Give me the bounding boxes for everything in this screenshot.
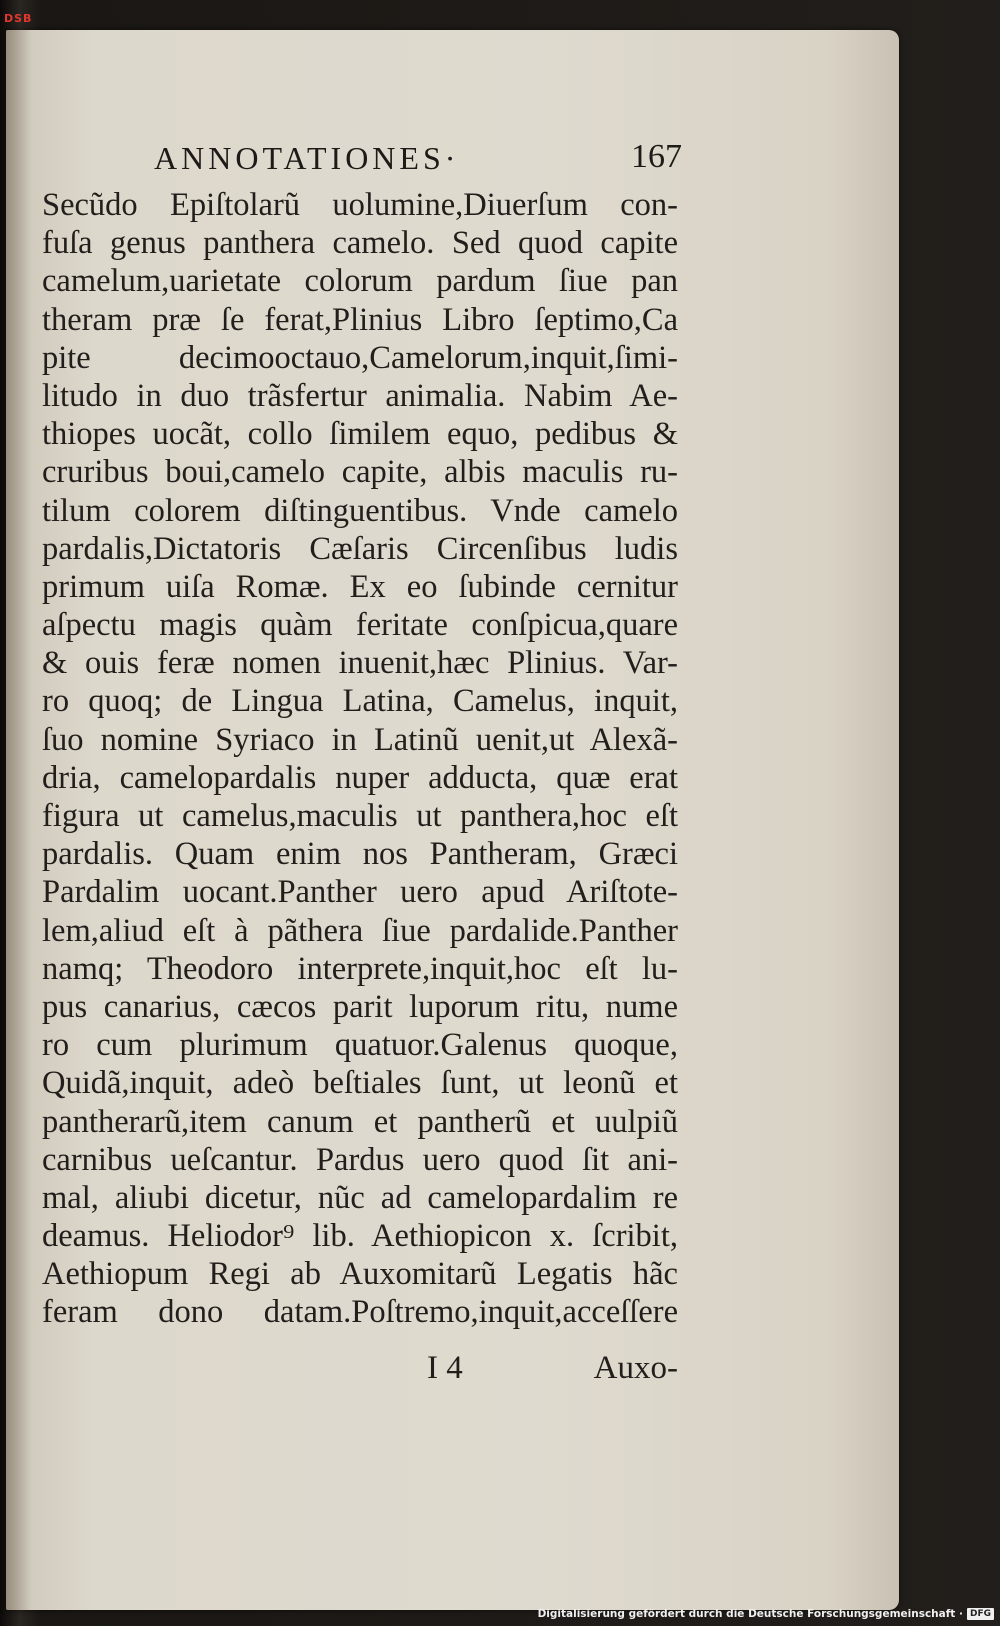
running-head <box>42 132 682 180</box>
text-line: cruribus boui,camelo capite, albis maculis ru- <box>42 454 678 491</box>
library-logo: DSB <box>4 12 33 25</box>
text-line: carnibus ueſcantur. Pardus uero quod ſit ani- <box>42 1141 678 1178</box>
text-line: namq; Theodoro interprete,inquit,hoc eſt lu- <box>42 950 678 987</box>
running-title: ANNOTATIONES· <box>154 140 460 176</box>
page-number: 167 <box>631 138 682 175</box>
text-line: fuſa genus panthera camelo. Sed quod capite <box>42 225 678 262</box>
footer-credit <box>538 1606 994 1622</box>
text-line: deamus. Heliodor⁹ lib. Aethiopicon x. ſcribit, <box>42 1218 678 1255</box>
text-line: Secũdo Epiſtolarũ uolumine,Diuerſum con- <box>42 187 678 223</box>
book-page <box>6 30 899 1610</box>
body-text <box>42 186 678 1332</box>
text-line: mal, aliubi dicetur, nũc ad camelopardalim re <box>42 1179 678 1216</box>
text-line: ro quoq; de Lingua Latina, Camelus, inquit, <box>42 683 678 720</box>
text-line: Aethiopum Regi ab Auxomitarũ Legatis hãc <box>42 1256 678 1293</box>
footer-credit-text: Digitalisierung gefördert durch die Deutsche Forschungsgemeinschaft · <box>537 1608 963 1620</box>
text-line: figura ut camelus,maculis ut panthera,hoc eſt <box>42 798 678 834</box>
text-line: lem,aliud eſt à pãthera ſiue pardalide.Panther <box>42 912 678 949</box>
text-line: pus canarius, cæcos parit luporum ritu, nume <box>42 988 678 1025</box>
catchword: Auxo- <box>593 1350 678 1386</box>
text-line: tilum colorem diſtinguentibus. Vnde camelo <box>42 492 678 529</box>
text-line: Quidã,inquit, adeò beſtiales ſunt, ut leonũ et <box>42 1065 678 1102</box>
text-line: & ouis feræ nomen inuenit,hæc Plinius. Var- <box>42 645 678 682</box>
text-line: pantherarũ,item canum et pantherũ et uulpiũ <box>42 1103 678 1140</box>
text-line: Pardalim uocant.Panther uero apud Ariſtote- <box>42 874 678 911</box>
text-line: litudo in duo trãsfertur animalia. Nabim Ae- <box>42 377 678 414</box>
text-line: thiopes uocãt, collo ſimilem equo, pedibus & <box>42 416 678 453</box>
text-line: theram præ ſe ferat,Plinius Libro ſeptimo,Ca <box>42 301 678 338</box>
text-line: primum uiſa Romæ. Ex eo ſubinde cernitur <box>42 568 678 605</box>
text-line: camelum,uarietate colorum pardum ſiue pan <box>42 263 678 300</box>
text-line: feram dono datam.Poſtremo,inquit,acceſſere <box>42 1294 678 1331</box>
text-line: dria, camelopardalis nuper adducta, quæ erat <box>42 759 678 796</box>
text-line: ro cum plurimum quatuor.Galenus quoque, <box>42 1027 678 1064</box>
text-line: aſpectu magis quàm feritate conſpicua,quare <box>42 607 678 644</box>
text-line: ſuo nomine Syriaco in Latinũ uenit,ut Alexã- <box>42 721 678 758</box>
signature-mark: I 4 <box>427 1350 463 1386</box>
text-line: pite decimooctauo,Camelorum,inquit,ſimi- <box>42 339 678 376</box>
dfg-logo: DFG <box>967 1608 994 1620</box>
catchline <box>42 1350 678 1390</box>
text-line: pardalis. Quam enim nos Pantheram, Græci <box>42 836 678 873</box>
text-line: pardalis,Dictatoris Cæſaris Circenſibus ludis <box>42 530 678 567</box>
